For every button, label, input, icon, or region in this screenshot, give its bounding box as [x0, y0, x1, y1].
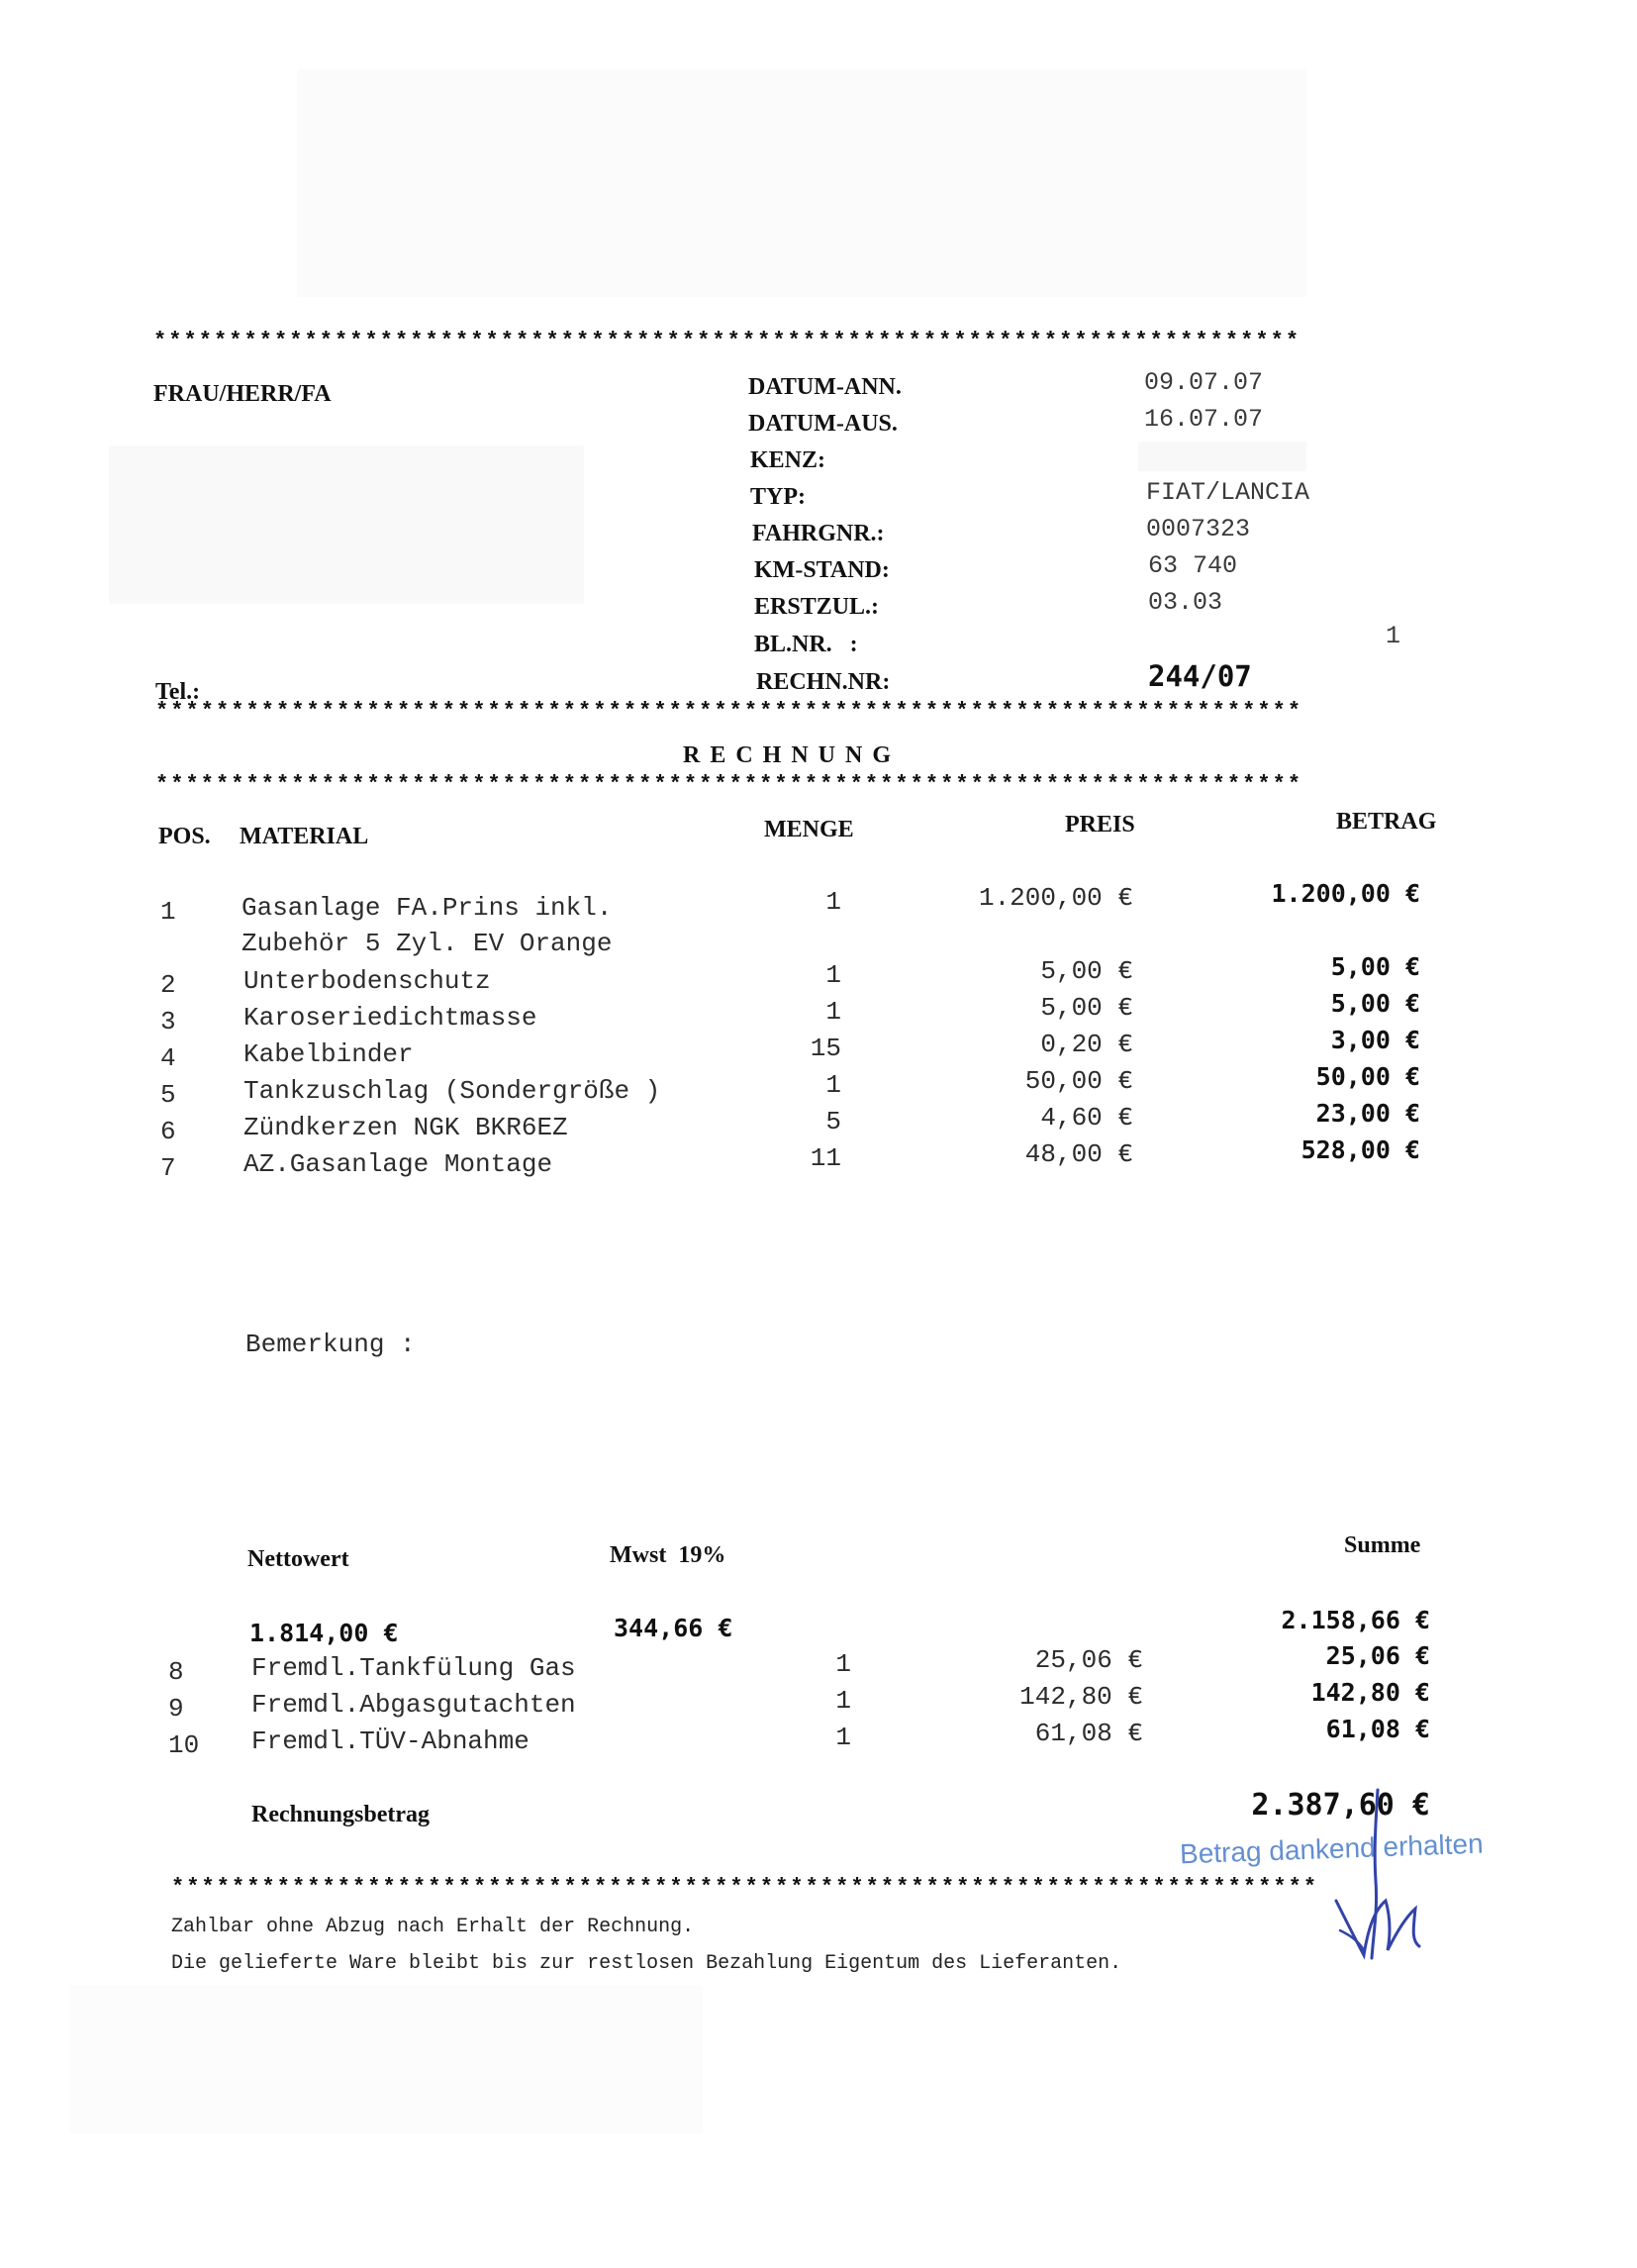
- mwst-label: Mwst 19%: [610, 1542, 726, 1568]
- col-material: MATERIAL: [240, 824, 369, 849]
- extra-item-betrag: 142,80 €: [1310, 1678, 1430, 1707]
- separator-bottom: ****************************************************************************: [171, 1875, 1319, 1900]
- blnr-value: 1: [1386, 622, 1401, 650]
- extra-item-material: Fremdl.Abgasgutachten: [251, 1690, 576, 1720]
- item-menge: 1: [825, 887, 841, 917]
- rechn-nr-label: RECHN.NR:: [756, 669, 891, 695]
- signature-scribble: [1316, 1782, 1435, 1970]
- item-betrag: 5,00 €: [1330, 952, 1420, 981]
- extra-item-pos: 8: [168, 1657, 184, 1687]
- item-menge: 5: [825, 1107, 841, 1136]
- item-menge: 1: [825, 960, 841, 990]
- datum-aus-label: DATUM-AUS.: [748, 411, 898, 437]
- item-preis: 1.200,00 €: [978, 883, 1133, 913]
- item-preis: 5,00 €: [1040, 956, 1133, 986]
- rechn-nr-value: 244/07: [1148, 659, 1252, 693]
- col-betrag: BETRAG: [1336, 809, 1437, 835]
- extra-item-material: Fremdl.Tankfülung Gas: [251, 1653, 576, 1683]
- fahrgnr-label: FAHRGNR.:: [752, 521, 885, 546]
- item-menge: 15: [810, 1034, 841, 1063]
- extra-item-preis: 61,08 €: [1034, 1719, 1143, 1748]
- item-pos: 2: [160, 970, 176, 1000]
- paid-stamp: Betrag dankend erhalten: [1179, 1827, 1485, 1870]
- kenz-label: KENZ:: [750, 447, 826, 473]
- item-pos: 7: [160, 1153, 176, 1183]
- customer-label: FRAU/HERR/FA: [153, 381, 332, 407]
- item-betrag: 1.200,00 €: [1271, 879, 1420, 908]
- extra-item-menge: 1: [835, 1649, 851, 1679]
- item-preis: 5,00 €: [1040, 993, 1133, 1023]
- item-menge: 1: [825, 1070, 841, 1100]
- extra-item-betrag: 61,08 €: [1325, 1715, 1430, 1743]
- datum-ann-label: DATUM-ANN.: [748, 374, 902, 400]
- extra-item-betrag: 25,06 €: [1325, 1641, 1430, 1670]
- item-preis: 50,00 €: [1024, 1066, 1133, 1096]
- item-betrag: 23,00 €: [1315, 1099, 1420, 1128]
- blnr-label: BL.NR. :: [754, 632, 858, 657]
- item-material: Zündkerzen NGK BKR6EZ: [243, 1113, 568, 1142]
- tel-label: Tel.:: [155, 679, 201, 705]
- footer-payment-terms: Zahlbar ohne Abzug nach Erhalt der Rechnung.: [171, 1916, 695, 1938]
- netto-label: Nettowert: [247, 1546, 349, 1572]
- km-stand-label: KM-STAND:: [754, 557, 890, 583]
- item-material: Gasanlage FA.Prins inkl.: [241, 893, 613, 923]
- typ-value: FIAT/LANCIA: [1146, 478, 1310, 507]
- item-pos: 3: [160, 1007, 176, 1036]
- redacted-letterhead: [297, 69, 1306, 297]
- item-betrag: 3,00 €: [1330, 1026, 1420, 1054]
- extra-item-menge: 1: [835, 1686, 851, 1716]
- summe-value: 2.158,66 €: [1281, 1606, 1430, 1634]
- item-pos: 1: [160, 897, 176, 927]
- redacted-address: [109, 445, 584, 604]
- item-pos: 5: [160, 1080, 176, 1110]
- erstzul-label: ERSTZUL.:: [754, 594, 880, 620]
- item-betrag: 528,00 €: [1300, 1135, 1420, 1164]
- datum-aus-value: 16.07.07: [1144, 405, 1264, 434]
- extra-item-preis: 142,80 €: [1019, 1682, 1143, 1712]
- item-menge: 1: [825, 997, 841, 1027]
- col-menge: MENGE: [764, 817, 854, 842]
- typ-label: TYP:: [750, 484, 806, 510]
- item-material: Tankzuschlag (Sondergröße ): [243, 1076, 661, 1106]
- item-material: Zubehör 5 Zyl. EV Orange: [241, 929, 613, 958]
- extra-item-pos: 9: [168, 1694, 184, 1724]
- redacted-kenz: [1138, 442, 1306, 471]
- invoice-total-value: 2.387,60 €: [1251, 1788, 1430, 1823]
- invoice-title: R E C H N U N G: [683, 742, 892, 768]
- mwst-value: 344,66 €: [614, 1614, 733, 1642]
- extra-item-pos: 10: [168, 1730, 200, 1760]
- item-preis: 0,20 €: [1040, 1030, 1133, 1059]
- item-betrag: 5,00 €: [1330, 989, 1420, 1018]
- item-material: Kabelbinder: [243, 1039, 414, 1069]
- netto-value: 1.814,00 €: [249, 1619, 399, 1647]
- item-menge: 11: [810, 1143, 841, 1173]
- item-betrag: 50,00 €: [1315, 1062, 1420, 1091]
- erstzul-value: 03.03: [1148, 588, 1223, 617]
- item-pos: 6: [160, 1117, 176, 1146]
- item-material: AZ.Gasanlage Montage: [243, 1149, 553, 1179]
- item-preis: 4,60 €: [1040, 1103, 1133, 1133]
- extra-item-material: Fremdl.TÜV-Abnahme: [251, 1726, 530, 1756]
- item-material: Unterbodenschutz: [243, 966, 491, 996]
- item-pos: 4: [160, 1043, 176, 1073]
- col-preis: PREIS: [1065, 812, 1135, 838]
- item-material: Karoseriedichtmasse: [243, 1003, 537, 1033]
- redacted-footer-block: [69, 1985, 703, 2133]
- separator-title: ****************************************************************************: [155, 772, 1303, 797]
- footer-ownership-terms: Die gelieferte Ware bleibt bis zur restlosen Bezahlung Eigentum des Lieferanten.: [171, 1952, 1122, 1975]
- fahrgnr-value: 0007323: [1146, 515, 1251, 543]
- separator-header: ****************************************************************************: [155, 699, 1303, 724]
- col-pos: POS.: [158, 824, 211, 849]
- extra-item-menge: 1: [835, 1723, 851, 1752]
- invoice-total-label: Rechnungsbetrag: [251, 1802, 431, 1827]
- km-stand-value: 63 740: [1148, 551, 1238, 580]
- summe-label: Summe: [1344, 1532, 1421, 1558]
- extra-item-preis: 25,06 €: [1034, 1645, 1143, 1675]
- item-preis: 48,00 €: [1024, 1139, 1133, 1169]
- remark-label: Bemerkung :: [245, 1330, 416, 1359]
- datum-ann-value: 09.07.07: [1144, 368, 1264, 397]
- separator-top: ****************************************************************************: [153, 329, 1301, 353]
